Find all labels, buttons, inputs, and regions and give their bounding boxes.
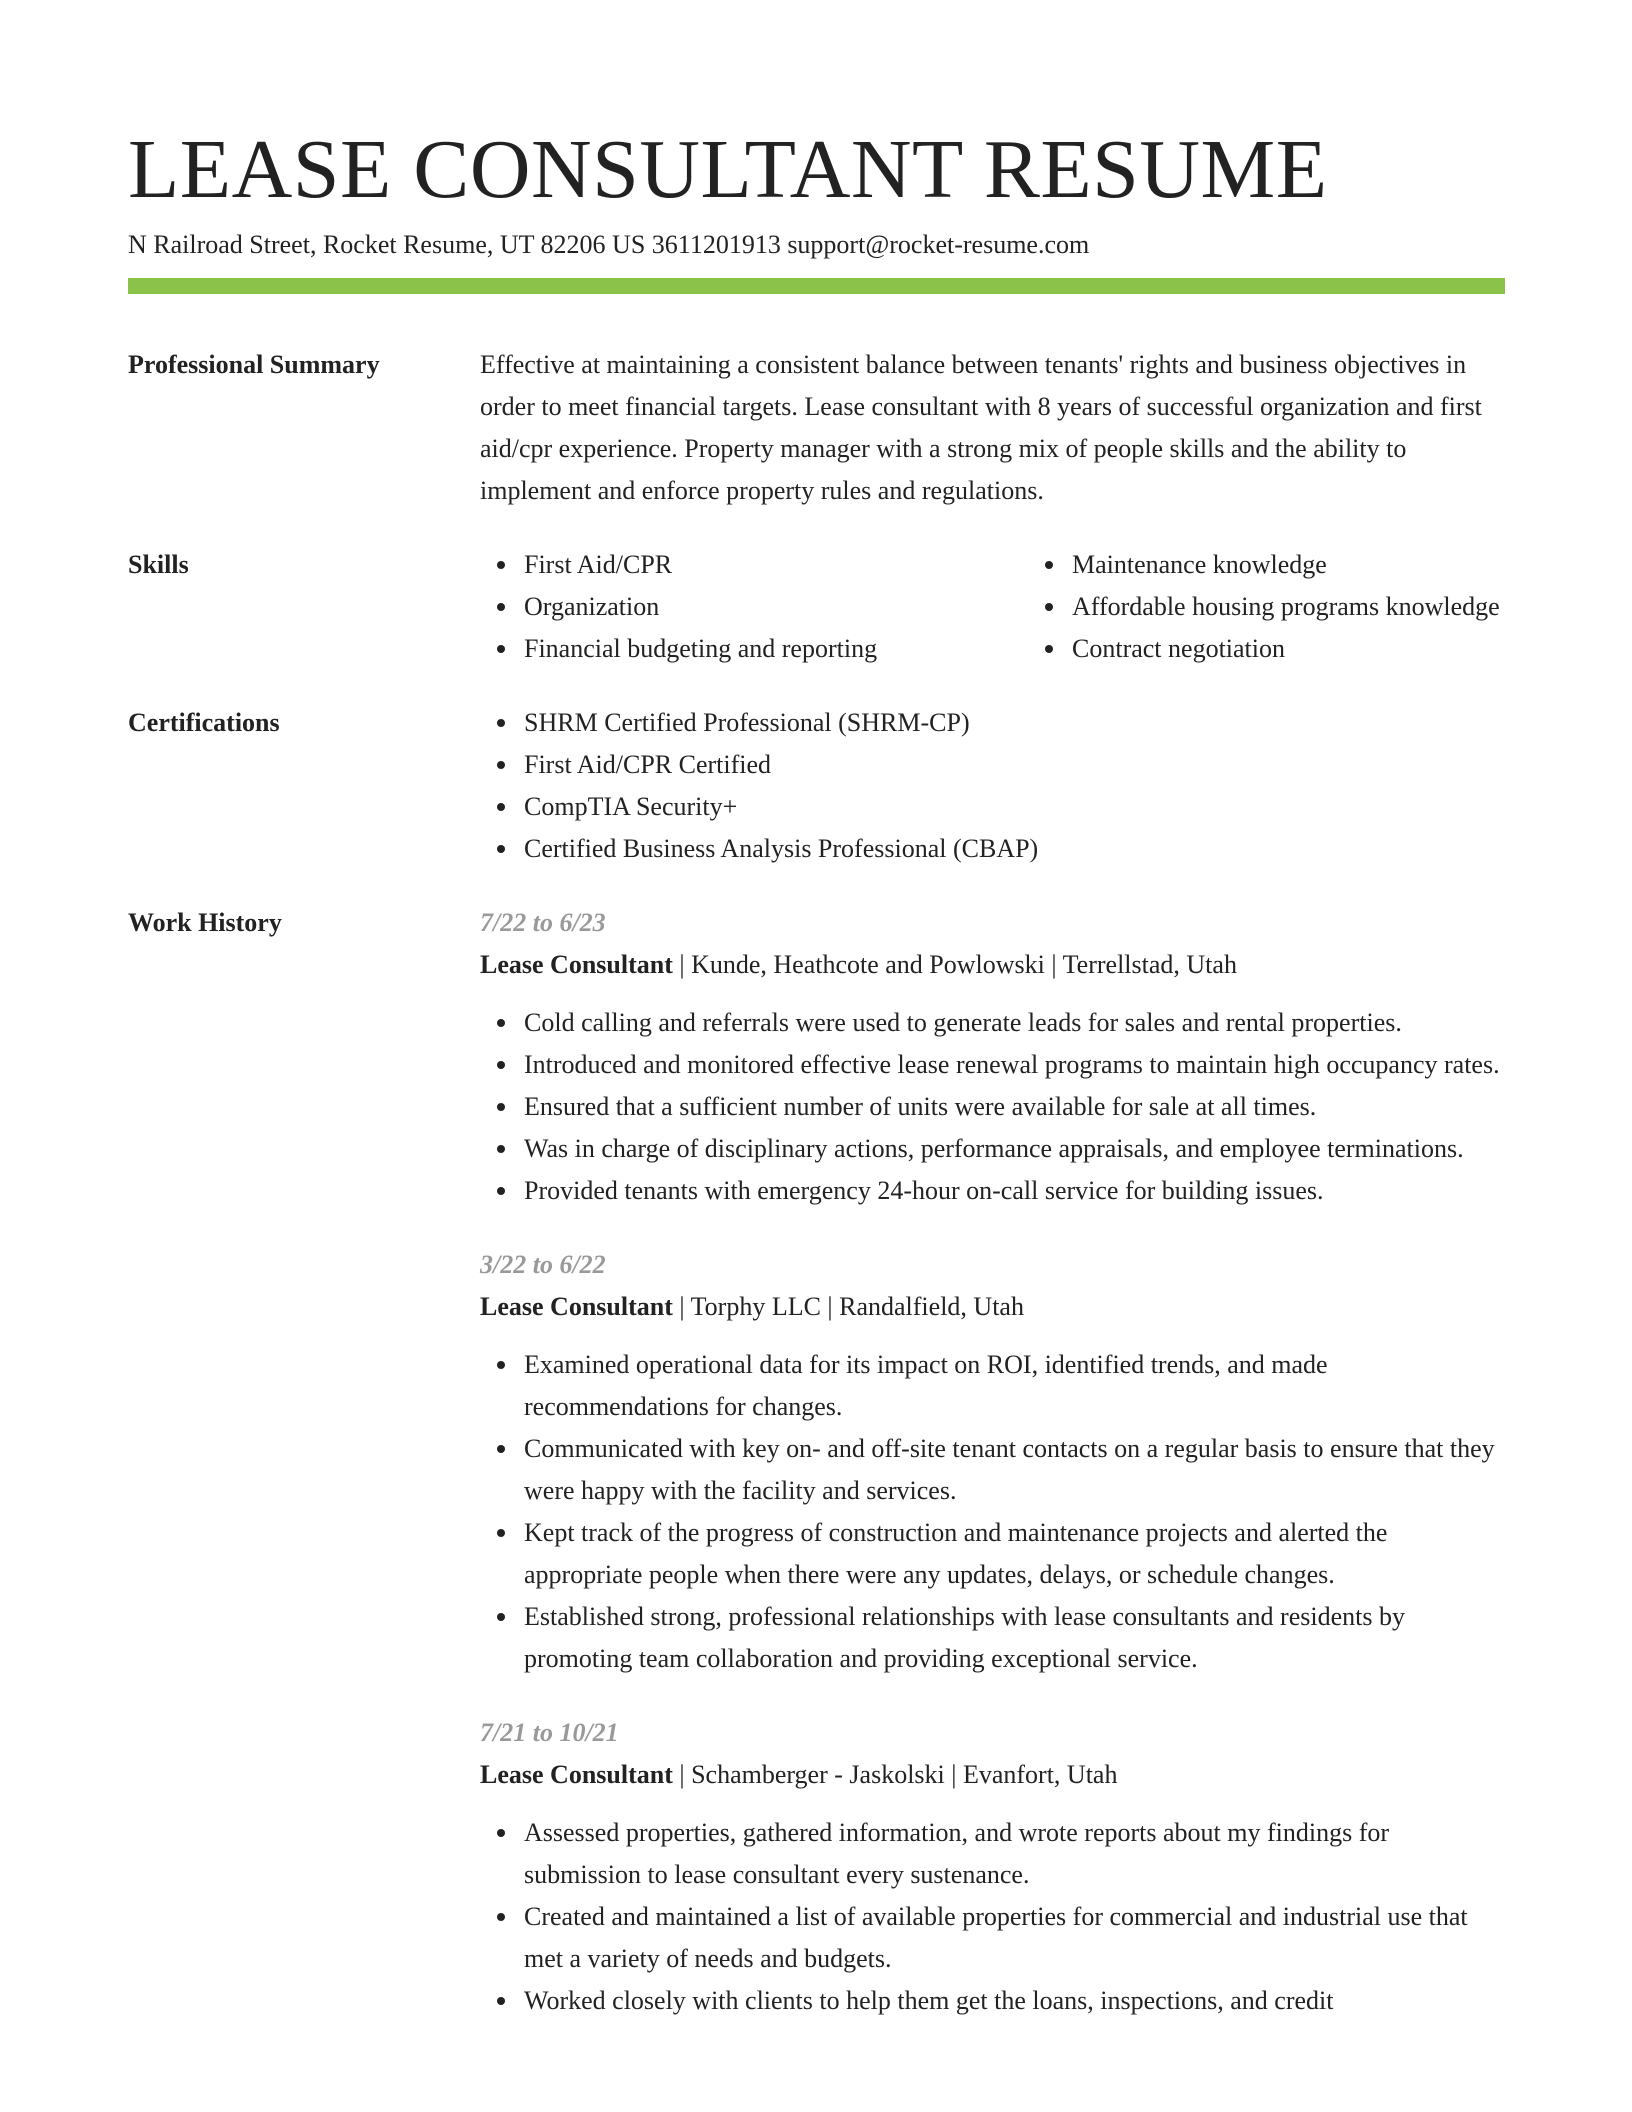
job-employer-location: | Torphy LLC | Randalfield, Utah [672,1292,1024,1321]
job-duty: Ensured that a sufficient number of units were available for sale at all times. [524,1086,1505,1128]
skills-body [480,544,1505,670]
job-heading [480,944,1505,986]
job-title: Lease Consultant [480,1760,673,1789]
resume-page [128,0,1505,2022]
job-duty: Communicated with key on- and off-site tenant contacts on a regular basis to ensure that they were happy with the facility and services. [524,1428,1505,1512]
job-title: Lease Consultant [480,950,673,979]
job-duties-list [480,1002,1505,1212]
job-duty: Established strong, professional relationships with lease consultants and residents by promoting team collaboration and providing exceptional service. [524,1596,1505,1680]
section-label-skills: Skills [128,550,189,579]
certification-item: First Aid/CPR Certified [524,744,1505,786]
job-duty: Worked closely with clients to help them get the loans, inspections, and credit [524,1980,1505,2022]
job-entry [480,1712,1505,2022]
job-employer-location: | Kunde, Heathcote and Powlowski | Terrellstad, Utah [672,950,1237,979]
job-duty: Cold calling and referrals were used to generate leads for sales and rental properties. [524,1002,1505,1044]
skills-column-2 [1028,544,1505,670]
job-heading [480,1286,1505,1328]
job-duty: Provided tenants with emergency 24-hour on-call service for building issues. [524,1170,1505,1212]
job-duty: Introduced and monitored effective lease renewal programs to maintain high occupancy rates. [524,1044,1505,1086]
job-duty: Examined operational data for its impact on ROI, identified trends, and made recommendations for changes. [524,1344,1505,1428]
skills-grid [480,544,1505,670]
job-duties-list [480,1344,1505,1680]
skill-item: Financial budgeting and reporting [524,628,1028,670]
job-heading [480,1754,1505,1796]
certifications-list [480,702,1505,870]
job-title: Lease Consultant [480,1292,673,1321]
skill-item: Organization [524,586,1028,628]
section-label-work-history: Work History [128,908,282,937]
work-history-body [480,902,1505,2022]
job-dates: 3/22 to 6/22 [480,1250,606,1279]
job-duty: Created and maintained a list of available properties for commercial and industrial use that met a variety of needs and budgets. [524,1896,1505,1980]
skills-column-1 [480,544,1028,670]
job-duties-list [480,1812,1505,2022]
job-employer-location: | Schamberger - Jaskolski | Evanfort, Utah [672,1760,1118,1789]
summary-text: Effective at maintaining a consistent balance between tenants' rights and business objectives in order to meet financial targets. Lease consultant with 8 years of successful organization and first aid/cpr experience. Property manager with a strong mix of people skills and the ability to implement and enforce property rules and regulations. [480,350,1482,505]
job-duty: Kept track of the progress of construction and maintenance projects and alerted the appropriate people when there were any updates, delays, or schedule changes. [524,1512,1505,1596]
professional-summary-section [128,344,1505,512]
skill-item: Contract negotiation [1072,628,1505,670]
skill-item: Affordable housing programs knowledge [1072,586,1505,628]
skill-item: First Aid/CPR [524,544,1028,586]
certification-item: SHRM Certified Professional (SHRM-CP) [524,702,1505,744]
skills-section [128,544,1505,670]
job-duty: Was in charge of disciplinary actions, performance appraisals, and employee terminations. [524,1128,1505,1170]
certifications-body [480,702,1505,870]
section-label-certifications: Certifications [128,708,280,737]
job-duty: Assessed properties, gathered information, and wrote reports about my findings for submission to lease consultant every sustenance. [524,1812,1505,1896]
certification-item: Certified Business Analysis Professional (CBAP) [524,828,1505,870]
job-dates: 7/22 to 6/23 [480,908,606,937]
job-dates: 7/21 to 10/21 [480,1718,619,1747]
certifications-section [128,702,1505,870]
contact-info: N Railroad Street, Rocket Resume, UT 82206 US 3611201913 support@rocket-resume.com [128,230,1090,259]
job-entry [480,1244,1505,1680]
skill-item: Maintenance knowledge [1072,544,1505,586]
job-entry [480,902,1505,1212]
header-divider [128,278,1505,294]
resume-title: LEASE CONSULTANT RESUME [128,123,1328,216]
work-history-section [128,902,1505,2022]
section-label-summary: Professional Summary [128,350,380,379]
certification-item: CompTIA Security+ [524,786,1505,828]
